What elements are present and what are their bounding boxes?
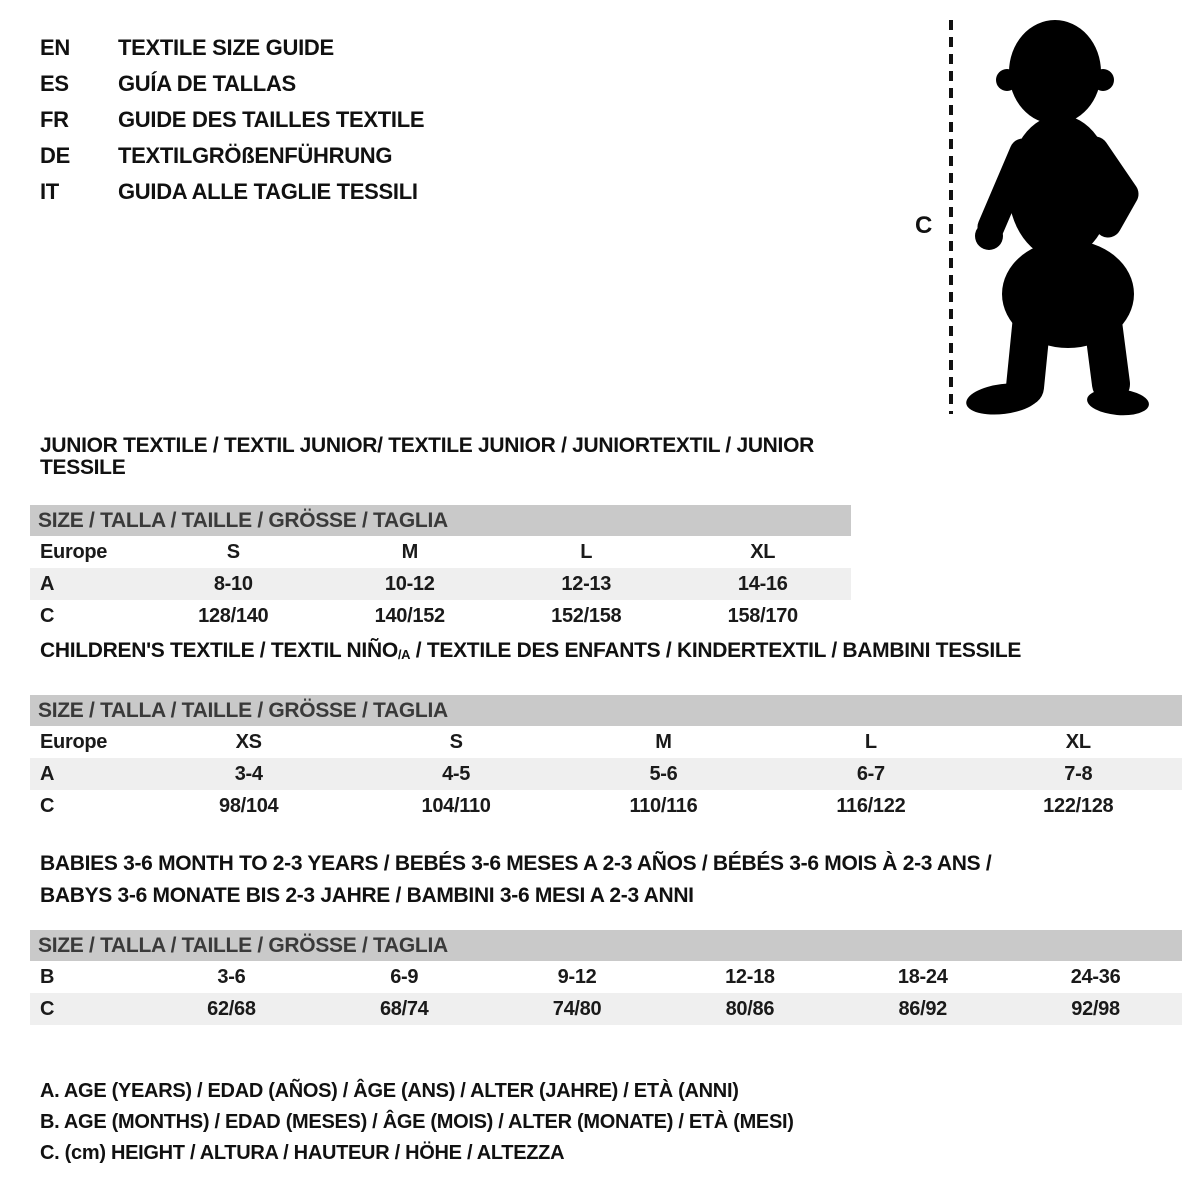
table-row <box>30 993 1182 1025</box>
cell-value: 3-6 <box>217 965 246 988</box>
cell-value: 5-6 <box>560 758 767 790</box>
cell-value: XL <box>1065 730 1091 753</box>
cell-value: L <box>580 540 593 563</box>
table-row <box>30 961 1182 993</box>
section-title-line: CHILDREN'S TEXTILE / TEXTIL NIÑO/A / TEXTILE DES ENFANTS / KINDERTEXTIL / BAMBINI TESSILE <box>40 639 1022 662</box>
cell-value: 152/158 <box>551 604 622 627</box>
cell-value: 140/152 <box>374 604 445 627</box>
note-line: B. AGE (MONTHS) / EDAD (MESES) / ÂGE (MOIS) / ALTER (MONATE) / ETÀ (MESI) <box>40 1111 794 1133</box>
cell-value: M <box>655 730 672 753</box>
cell-value: 3-4 <box>145 758 352 790</box>
section-title-line: BABIES 3-6 MONTH TO 2-3 YEARS / BEBÉS 3-6 MESES A 2-3 AÑOS / BÉBÉS 3-6 MOIS À 2-3 ANS / <box>40 852 992 875</box>
row-label: C <box>40 604 55 627</box>
row-label: B <box>40 965 55 988</box>
table-row <box>30 758 1182 790</box>
size-table <box>30 505 851 632</box>
row-label: C <box>30 993 145 1025</box>
table-row <box>30 726 1182 758</box>
row-label: A <box>30 758 145 790</box>
cell-value: 86/92 <box>836 993 1009 1025</box>
cell-value: 12-13 <box>498 568 675 600</box>
cell-value: 74/80 <box>491 993 664 1025</box>
cell-value: 9-12 <box>557 965 597 988</box>
cell-value: 6-9 <box>390 965 419 988</box>
section-babies-textile <box>30 848 1182 1025</box>
cell-value: 24-36 <box>1070 965 1121 988</box>
cell-value: 10-12 <box>322 568 499 600</box>
cell-value: 116/122 <box>836 794 906 817</box>
row-label: C <box>40 794 55 817</box>
row-label: Europe <box>40 540 108 563</box>
cell-value: 104/110 <box>421 794 491 817</box>
language-guide-title: TEXTILGRÖßENFÜHRUNG <box>118 143 393 168</box>
cell-value: 18-24 <box>897 965 948 988</box>
cell-value: 128/140 <box>198 604 269 627</box>
language-guide-title: GUIDE DES TAILLES TEXTILE <box>118 107 425 132</box>
cell-value: 68/74 <box>318 993 491 1025</box>
table-row <box>30 536 851 568</box>
language-guide-title: GUÍA DE TALLAS <box>118 71 296 96</box>
cell-value: XL <box>750 540 776 563</box>
cell-value: 8-10 <box>145 568 322 600</box>
cell-value: 158/170 <box>727 604 798 627</box>
row-label: A <box>30 568 145 600</box>
table-row <box>30 790 1182 822</box>
language-code: IT <box>40 179 59 204</box>
cell-value: 98/104 <box>219 794 279 817</box>
cell-value: 92/98 <box>1009 993 1182 1025</box>
language-row <box>40 66 424 102</box>
section-title-line: JUNIOR TEXTILE / TEXTIL JUNIOR/ TEXTILE JUNIOR / JUNIORTEXTIL / JUNIOR TESSILE <box>40 434 814 479</box>
size-table <box>30 695 1182 822</box>
language-row <box>40 102 424 138</box>
baby-figure <box>905 12 1167 424</box>
cell-value: L <box>864 730 877 753</box>
language-row <box>40 30 424 66</box>
cell-value: 14-16 <box>675 568 852 600</box>
size-table-header: SIZE / TALLA / TAILLE / GRÖSSE / TAGLIA <box>30 930 1182 961</box>
cell-value: 4-5 <box>352 758 559 790</box>
language-list <box>40 30 424 210</box>
section-title <box>40 435 851 479</box>
section-junior-textile <box>30 435 851 632</box>
height-measure-label: C <box>915 212 933 239</box>
language-row <box>40 174 424 210</box>
row-label: Europe <box>40 730 108 753</box>
note-line: C. (cm) HEIGHT / ALTURA / HAUTEUR / HÖHE / ALTEZZA <box>40 1142 565 1164</box>
language-guide-title: TEXTILE SIZE GUIDE <box>118 35 334 60</box>
language-code: DE <box>40 143 70 168</box>
language-guide-title: GUIDA ALLE TAGLIE TESSILI <box>118 179 418 204</box>
note-line: A. AGE (YEARS) / EDAD (AÑOS) / ÂGE (ANS) / ALTER (JAHRE) / ETÀ (ANNI) <box>40 1080 739 1102</box>
cell-value: 7-8 <box>975 758 1182 790</box>
table-row <box>30 600 851 632</box>
cell-value: 12-18 <box>725 965 775 988</box>
language-code: FR <box>40 107 69 132</box>
language-code: EN <box>40 35 70 60</box>
toddler-silhouette-icon <box>905 12 1167 424</box>
cell-value: 62/68 <box>145 993 318 1025</box>
section-title <box>40 640 1182 664</box>
size-table-header: SIZE / TALLA / TAILLE / GRÖSSE / TAGLIA <box>30 505 851 536</box>
cell-value: S <box>226 540 240 563</box>
cell-value: S <box>449 730 463 753</box>
section-title <box>40 848 1182 912</box>
language-row <box>40 138 424 174</box>
table-row <box>30 568 851 600</box>
cell-value: 110/116 <box>629 794 698 817</box>
cell-value: XS <box>235 730 262 753</box>
size-table <box>30 930 1182 1025</box>
cell-value: 80/86 <box>663 993 836 1025</box>
cell-value: 6-7 <box>767 758 974 790</box>
cell-value: 122/128 <box>1043 794 1114 817</box>
language-code: ES <box>40 71 69 96</box>
size-table-header: SIZE / TALLA / TAILLE / GRÖSSE / TAGLIA <box>30 695 1182 726</box>
cell-value: M <box>401 540 418 563</box>
legend-notes <box>40 1076 794 1169</box>
section-title-line: BABYS 3-6 MONATE BIS 2-3 JAHRE / BAMBINI 3-6 MESI A 2-3 ANNI <box>40 884 694 907</box>
section-childrens-textile <box>30 640 1182 822</box>
